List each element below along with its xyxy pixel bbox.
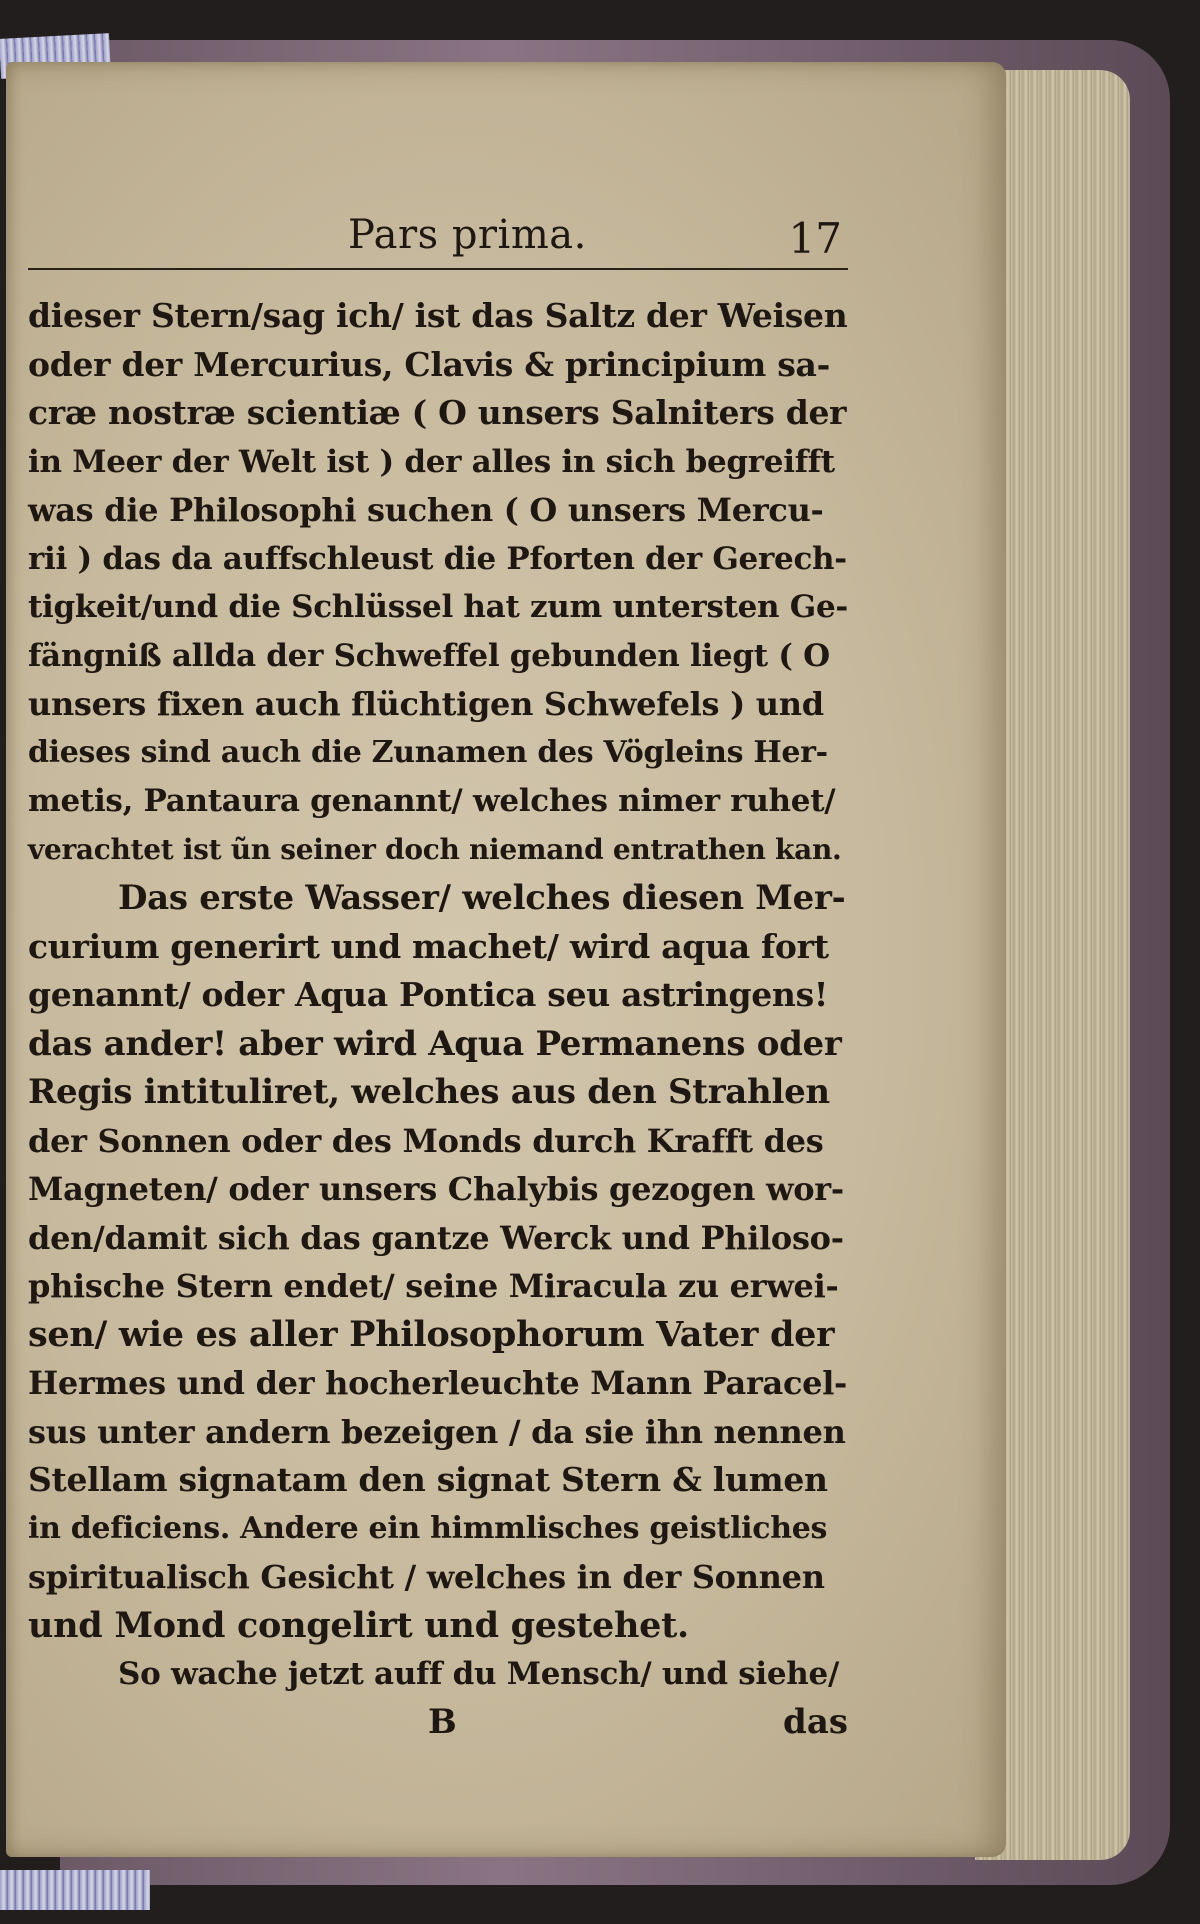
text-line: oder der Mercurius, Clavis & principium sa- bbox=[28, 344, 830, 384]
page-footer bbox=[28, 1702, 848, 1752]
text-line: Regis intituliret, welches aus den Strahlen bbox=[28, 1072, 830, 1112]
body-text bbox=[28, 292, 848, 1699]
header-rule bbox=[28, 268, 848, 270]
catchword: das bbox=[783, 1702, 848, 1742]
text-line: Das erste Wasser/ welches diesen Mer- bbox=[118, 878, 846, 918]
text-line: und Mond congelirt und gestehet. bbox=[28, 1604, 689, 1646]
text-line: metis, Pantaura genannt/ welches nimer ruhet/ bbox=[28, 783, 836, 819]
text-line: unsers fixen auch flüchtigen Schwefels ) und bbox=[28, 685, 824, 723]
text-line: in deficiens. Andere ein himmlisches geistliches bbox=[28, 1510, 828, 1546]
text-line: das ander! aber wird Aqua Permanens oder bbox=[28, 1023, 842, 1064]
text-line: dieses sind auch die Zunamen des Vögleins Her- bbox=[28, 734, 828, 770]
page-number: 17 bbox=[788, 214, 842, 263]
text-line: rii ) das da auffschleust die Pforten der Gerech- bbox=[28, 540, 847, 577]
running-title: Pars prima. bbox=[348, 212, 587, 258]
text-line: der Sonnen oder des Monds durch Krafft des bbox=[28, 1121, 824, 1160]
text-line: Magneten/ oder unsers Chalybis gezogen wor- bbox=[28, 1170, 844, 1208]
text-line: curium generirt und machet/ wird aqua fort bbox=[28, 926, 829, 966]
text-line: in Meer der Welt ist ) der alles in sich begreifft bbox=[28, 443, 835, 480]
text-line: sen/ wie es aller Philosophorum Vater der bbox=[28, 1313, 835, 1355]
text-line: den/damit sich das gantze Werck und Philoso- bbox=[28, 1218, 844, 1257]
text-line: was die Philosophi suchen ( O unsers Mercu- bbox=[28, 491, 824, 529]
text-line: So wache jetzt auff du Mensch/ und siehe/ bbox=[118, 1656, 839, 1692]
text-line: verachtet ist ũn seiner doch niemand entrathen kan. bbox=[28, 832, 842, 866]
text-line: Stellam signatam den signat Stern & lumen bbox=[28, 1460, 828, 1499]
text-line: spiritualisch Gesicht / welches in der Sonnen bbox=[28, 1558, 825, 1596]
text-line: sus unter andern bezeigen / da sie ihn nennen bbox=[28, 1412, 846, 1451]
book-page bbox=[6, 62, 1006, 1857]
text-line: cræ nostræ scientiæ ( O unsers Salniters der bbox=[28, 393, 847, 432]
text-line: Hermes und der hocherleuchte Mann Paracel- bbox=[28, 1364, 848, 1402]
text-line: dieser Stern/sag ich/ ist das Saltz der Weisen bbox=[28, 296, 848, 335]
signature-mark: B bbox=[428, 1702, 457, 1742]
text-line: phische Stern endet/ seine Miracula zu erwei- bbox=[28, 1267, 839, 1305]
text-line: genannt/ oder Aqua Pontica seu astringens! bbox=[28, 975, 829, 1014]
bookmark-ribbon-bottom bbox=[0, 1870, 150, 1910]
text-line: fängniß allda der Schweffel gebunden liegt ( O bbox=[28, 637, 830, 674]
page-header bbox=[28, 212, 848, 272]
text-line: tigkeit/und die Schlüssel hat zum untersten Ge- bbox=[28, 589, 848, 625]
